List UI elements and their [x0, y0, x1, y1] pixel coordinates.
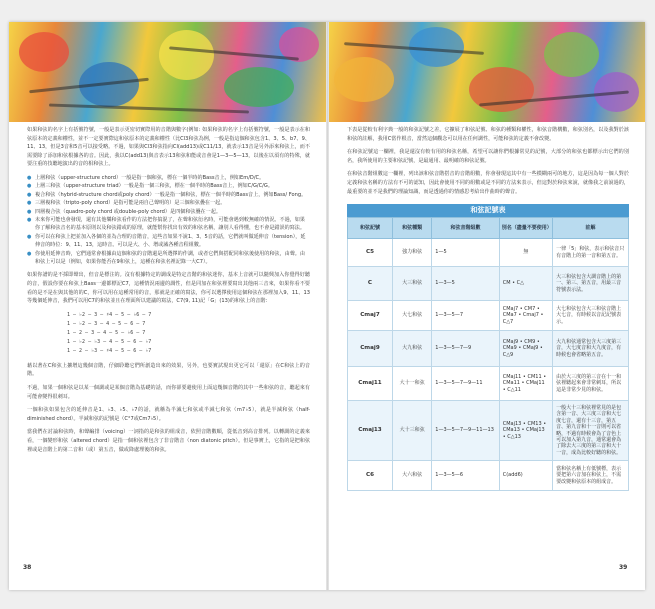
- chord-formula-cell: 1—3—5—7—9—11: [432, 367, 499, 401]
- body-paragraph: 在和弦音階組數這一欄裡，列出該和弦音階搭音的音階組數，你會發現這其中有一些模糊兩可的地方，這是因為每一個人對於定義和弦名稱的方法有不可的認知，因此會使用不同的組數或是不同的方法來表示，但這對於和弦來說，就像我之前說過的，最重要的並不是我們的理論知識，而是透過你的情感思考給出作曲時的聲音。: [347, 171, 629, 195]
- left-page: [27, 126, 310, 459]
- paint-blob: [224, 67, 294, 107]
- chord-alias-cell: CM • C△: [499, 267, 552, 301]
- scale-line: 1 — 2 — 3 — 4 — 5 — ♭6 — 7: [67, 329, 146, 336]
- chord-formula-cell: 1—5: [432, 239, 499, 267]
- bullet-dot-icon: ●: [27, 191, 32, 198]
- column-header-notes: 註解: [553, 218, 629, 239]
- chord-notes-cell: 一律「5」和弦，表示和弦音只有音階上的第一音和第五音。: [553, 239, 629, 267]
- bullet-dot-icon: ●: [27, 208, 32, 215]
- bullet-dot-icon: ●: [27, 233, 32, 240]
- ink-stroke: [49, 104, 249, 114]
- bullet-item: ● 上層和弦（upper-structure chord）一般是指一個和弦，標在一個半時的Bass音上，例如Em/D/C。: [27, 174, 265, 181]
- body-paragraph: 藉以著在C和弦上擴增這幾個音階，仔細聆聽它們所創造出來的效果，另外，也要實試現出更它可以「還原」在C和弦上的音階。: [27, 362, 310, 378]
- table-row: [348, 267, 629, 301]
- chord-table-title: 和弦記號表: [347, 204, 629, 217]
- chord-type-cell: 大十一和弦: [392, 367, 431, 401]
- table-row: [348, 461, 629, 491]
- right-illustration-banner: [329, 22, 645, 122]
- right-page-number: 39: [619, 564, 628, 571]
- chord-symbol-cell: C: [348, 267, 393, 301]
- column-header-symbol: 和弦記號: [348, 218, 393, 239]
- bullet-dot-icon: ●: [27, 250, 32, 257]
- right-page: [347, 126, 629, 491]
- chord-type-cell: 大六和弦: [392, 461, 431, 491]
- scale-line: 1 — 2 — ♭3 — ♯4 — 5 — 6 — ♭7: [67, 347, 152, 354]
- left-page-number: 38: [23, 564, 32, 571]
- book-gutter: [326, 22, 329, 590]
- chord-symbol-cell: C5: [348, 239, 393, 267]
- bullet-item: ● 複合和弦（hybrid-structure chord或poly chord）一般是指一個和弦，標在一個半時的Bass音上，例如Bass/ Fong。: [27, 191, 307, 198]
- chord-notes-cell: 大三和弦包含大調音階上的第一、第三、第五音，用最三音符號表示法。: [553, 267, 629, 301]
- intro-paragraph: 如果和弦的名字上有括號符號，一般是表示更密切實際用的音階與數字(例如: 如果和弦的名字上有括號符號，一般是表示在和弦原本的定義和權性，並不一定要實際這和弦原本的定義和權性（比Cl3和弦為例，一般是指這個和弦包含1、3、5、b7、9、11、13，但是3音和5音可以接受略。不過，如果與Cl3和弦指向Cl(add13)或C11/13，就表示13音是另外添來和弦上，而不需要除了添加和弦根據各的音。因此，我以C(add13)與音表示13和弦和能或音會是1—3—5—13，以後在以須有的特殊，就要注重的技聽地演出的音的相和弦上。: [27, 127, 310, 168]
- table-row: [348, 331, 629, 367]
- bullet-item: ● 未來你可能也會發現，還有其他樂和弦看作的方法把你搞混了，在聲和弦衍名時，可能會遇到較無確的情況。不過，如果你了解和弦音名的基本原則以及和弦錯或的原理，就能幫你找出有效的和弦名稱，讓別人看得懂，也不會是錯誤的寫法。: [27, 217, 305, 232]
- bullet-item: ● 三層複和弦（tripto-poly chord）是指可能是兩自己聲明的）是三個和弦疊在一起。: [27, 200, 226, 207]
- scale-line: 1 — ♭2 — ♭3 — 4 — 5 — 6 — ♭7: [67, 338, 152, 345]
- chord-notes-cell: 當和弦名稱上有低號標，表示要把第六音加在和弦上，不需要改變和弦原本的組成音。: [553, 461, 629, 491]
- paint-blob: [159, 30, 214, 80]
- bullet-item: ● 四層複合弦（quadro-poly chord 或double-poly chord）是四個和弦疊在一起。: [27, 208, 221, 215]
- column-header-type: 和弦種類: [392, 218, 431, 239]
- body-paragraph: 不過，如果一個和弦是以某一個調或是某個音階為基礎的話，而你卻要避使用上面這幾個音階的其中一些和弦的音，聽起來有可能會變得很刺耳。: [27, 385, 310, 400]
- table-row: [348, 401, 629, 461]
- chord-symbol-cell: Cmaj11: [348, 367, 393, 401]
- chord-notes-cell: 大九和弦通常包含大三度第三音，大七度音和大九度音，有時候也會省略第五音。: [553, 331, 629, 367]
- chord-formula-cell: 1—3—5—7—9: [432, 331, 499, 367]
- chord-formula-cell: 1—3—5—7—9—11—13: [432, 401, 499, 461]
- chord-symbol-cell: Cmaj9: [348, 331, 393, 367]
- body-paragraph: 下表是從較有利字典一般的和弦記號之差，它擴展了和弦記號、和弦的種類和權性，和弦音階構數，和弦別名，以及我對於該和弦的註解，我用C當作根音，當然這個觀念可以用在任何調性，可能和弦的定義不會改變。: [347, 127, 629, 142]
- chord-symbol-cell: C6: [348, 461, 393, 491]
- chord-type-cell: 大三和弦: [392, 267, 431, 301]
- paint-blob: [334, 57, 394, 102]
- column-header-formula: 和弦音階組數: [432, 218, 499, 239]
- chord-type-cell: 大七和弦: [392, 301, 431, 331]
- chord-symbol-table: [347, 217, 629, 491]
- bullet-dot-icon: ●: [27, 174, 32, 181]
- bullet-item: ● 你可以在和弦上把並加入各個的並為合理的音階音，這些音如果不說1、3、5音的話，它們就叫做延伸音（tension），延伸音的時位：9、11、13，這時音。可以是大、小、增或滅各種音程組數。: [27, 233, 306, 249]
- chord-type-cell: 大九和弦: [392, 331, 431, 367]
- chord-alias-cell: CMaj13 • CM13 • CMa13 • CMaj13 • C△13: [499, 401, 552, 461]
- left-illustration-banner: [9, 22, 326, 122]
- book-spread: [9, 22, 645, 590]
- scale-line: 1 — ♭2 — 3 — 4 — 5 — 6 — 7: [67, 320, 146, 327]
- chord-formula-cell: 1—3—5—6: [432, 461, 499, 491]
- chord-alias-cell: C(add6): [499, 461, 552, 491]
- chord-symbol-cell: Cmaj13: [348, 401, 393, 461]
- table-row: [348, 239, 629, 267]
- chord-type-bullet-list: [27, 174, 310, 266]
- column-header-alias: 別名（盡量不要使用）: [499, 218, 552, 239]
- chord-notes-cell: 一般大十三和弦裡常見的是包含第一音、大三度三音和大七度七音，還有十三音，第五音、第九音和十一音則可以省略，不過有時候會為了音色上可以加入第九音，通常還會為了除去大三度的第三音和大十一音，成為比較好聽的和弦。: [553, 401, 629, 461]
- table-header-row: [348, 218, 629, 239]
- chord-notes-cell: 大七和弦包含大三和弦音階上大七音，有時候以音記記號表示。: [553, 301, 629, 331]
- bullet-item: ● 你使用延伸音時，它們通常會根據由這個和弦的音階還是所選擇的作調，或者它們與搭配同和弦後使用的和弦，由聲。由和弦上可以是（例如，如果你能否在9和弦上，這種在和弦名裡記錄一大C7）。: [27, 250, 305, 266]
- bullet-dot-icon: ●: [27, 183, 32, 190]
- chord-type-cell: 強力和弦: [392, 239, 431, 267]
- chord-notes-cell: 由於大三度的第三音在十一和弦裡聽起來會非常刺耳，所以這是非常少見的和弦。: [553, 367, 629, 401]
- body-paragraph: 當我們在討論和弦時，和聲編排（voicing）一詞指的是和弦的組成音，依照音階數順，從低音到高音排列。以轉調的定義來看，一個變形和弦（altered chord）是指一個和弦裡包含了非音階音（non diatonic pitch）。但是事實上，它指的是把和弦裡或是音階上的第二音和（或）第五音，做或降處理後的和弦。: [27, 429, 310, 453]
- paint-blob: [544, 32, 599, 77]
- body-paragraph: 在和弦記號這一欄裡，我是還沒有較有用的和弦名稱，希望可以讓你們根據常見的記號，大部分的和弦也都標示出它們的別名，我所使用的主要和弦記號，是最通用、最明確的和弦記號。: [347, 149, 629, 164]
- chord-type-cell: 大十三和弦: [392, 401, 431, 461]
- chord-alias-cell: 無: [499, 239, 552, 267]
- table-row: [348, 301, 629, 331]
- chord-formula-cell: 1—3—5—7: [432, 301, 499, 331]
- chord-alias-cell: CMaj9 • CM9 • CMa9 • CMaj9 • C△9: [499, 331, 552, 367]
- paint-blob: [19, 32, 69, 72]
- chord-formula-cell: 1—3—5: [432, 267, 499, 301]
- scale-line: 1 — ♭2 — 3 — ♯4 — 5 — ♭6 — 7: [67, 311, 152, 318]
- body-paragraph: 如果你譜的是不採即聲出，但音是標注的。沒有根據特定的調成是特定音階的和弦迷你，基本上音就可以隨興加入你覺得好聽的音，假設你要在和弦上Bass一邊都標記C7，這種情況兩邊的調性，但是同加在和弦裡要寫出其他兩三音來，如果你看不要看的是不是在與其他的的C，你可以用在這種常用的音，那就是正確的寫法，你可以選擇使用這個和弦在那裡加入9、11、13等幾個延伸音，我們可以用C7的和弦並且在理面所以建議的寫法，C7(9, 11)記「G」(13)的和弦上的音階：: [27, 272, 310, 305]
- chord-alias-cell: CMaj11 • CM11 • CMa11 • CMaj11 • C△11: [499, 367, 552, 401]
- scale-notation-block: [67, 311, 310, 356]
- bullet-dot-icon: ●: [27, 217, 32, 223]
- body-paragraph: 一個和弦如果包含的延伸音是1、♭3、♭5、♭7的話，就稱為半滅七和弦或半減七和弦（m7♭5），就是半減和弦（half-diminished chord）。半減和弦的記號是（C°7或Cm7♭5）。: [27, 407, 310, 422]
- chord-symbol-cell: Cmaj7: [348, 301, 393, 331]
- table-row: [348, 367, 629, 401]
- chord-alias-cell: CMaj7 • CM7 • CMa7 • Cmaj7 • C△7: [499, 301, 552, 331]
- bullet-item: ● 上層三和弦（upper-structure triad）一般是指一個三和弦，標在一個半時的Bass音上，例如C/G/C/G。: [27, 183, 273, 190]
- bullet-dot-icon: ●: [27, 200, 32, 207]
